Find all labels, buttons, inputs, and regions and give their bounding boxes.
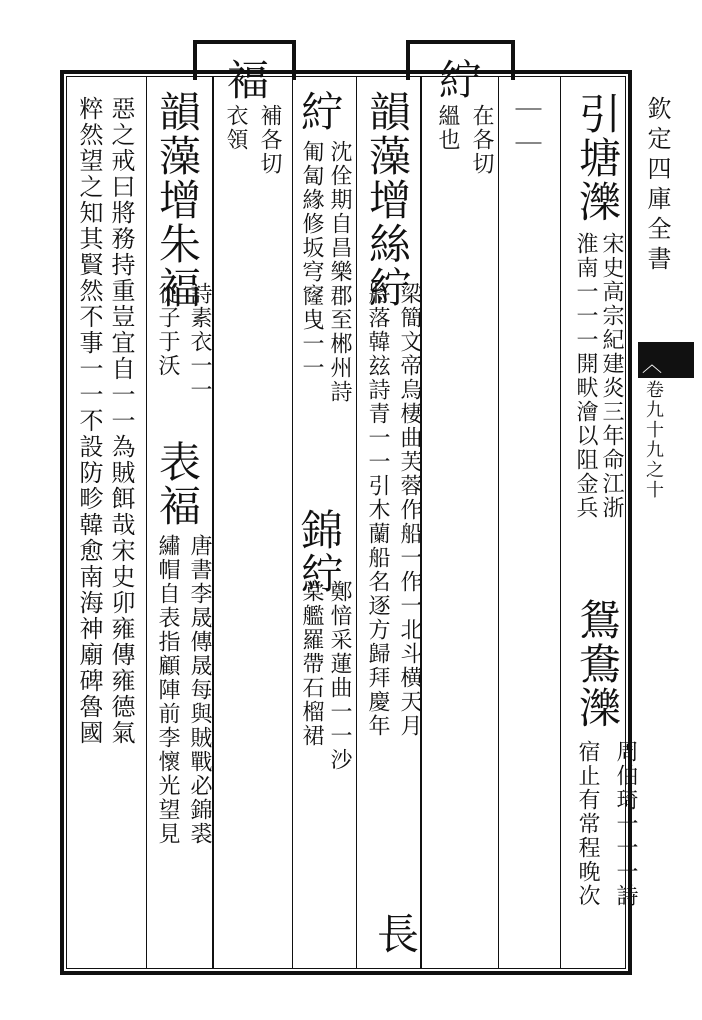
- entry-text: 在各切: [469, 104, 494, 176]
- entry-text: 淮南一一一開畎澮以阻金兵: [573, 232, 598, 520]
- column-rule: [498, 76, 499, 969]
- ditto-marks: ｜｜: [511, 96, 541, 164]
- entry-head: 引塘濼: [573, 92, 622, 224]
- volume-label: 卷九十九之十: [643, 380, 664, 500]
- entry-text: 粹然望之知其賢然不事一一不設防畛韓愈南海神廟碑魯國: [75, 96, 103, 746]
- entry-head: 韻藻增絲紵: [363, 90, 412, 310]
- entry-head: 褔: [221, 58, 270, 102]
- entry-text: 唐書李晟傳晟每與賊戰必錦裘: [187, 534, 212, 846]
- entry-head: 紵: [295, 90, 344, 134]
- chevron-icon: ︿: [642, 352, 662, 376]
- entry-text: 從子于沃: [155, 282, 180, 378]
- entry-head: 長: [371, 912, 420, 956]
- column-rule: [212, 76, 214, 969]
- entry-text: 鄭愔采蓮曲一一沙: [327, 580, 352, 772]
- column-rule: [146, 76, 147, 969]
- entry-text: 梁簡文帝烏棲曲芙蓉作船一作一北斗横天月: [397, 282, 422, 738]
- entry-text: 惡之戒曰將務持重豈宜自一一為賊餌哉宋史卯雍傳雍德氣: [107, 96, 135, 746]
- entry-text: 將落韓玆詩青一一引木蘭船名逐方歸拜慶年: [365, 282, 390, 738]
- entry-text: 補各切: [257, 104, 282, 176]
- entry-text: 宿止有常程晚次: [575, 740, 600, 908]
- entry-head: 錦紵: [295, 508, 344, 596]
- entry-head: 韻藻增朱褔: [153, 90, 202, 310]
- entry-text: 周伯琦一一一詩: [613, 740, 638, 908]
- entry-column: [574, 92, 620, 224]
- entry-text: 衣領: [223, 104, 248, 152]
- entry-text: 詩素衣一一: [187, 282, 212, 402]
- book-title: 欽定四庫全書: [643, 96, 671, 276]
- entry-text: 棠艦羅帶石榴裙: [299, 580, 324, 748]
- entry-head: 表褔: [153, 440, 202, 528]
- entry-text: 沈佺期自昌樂郡至郴州詩: [327, 140, 352, 404]
- entry-text: 繡帽自表指顧陣前李懷光望見: [155, 534, 180, 846]
- column-rule: [356, 76, 357, 969]
- column-rule: [560, 76, 561, 969]
- column-rule: [292, 76, 293, 969]
- entry-text: 縕也: [435, 104, 460, 152]
- entry-head: 紵: [433, 58, 482, 102]
- entry-head: 鴛鴦濼: [573, 598, 622, 730]
- entry-text: 宋史高宗紀建炎三年命江浙: [599, 232, 624, 520]
- entry-text: 匍匐緣修坂穹窿曳一一: [299, 140, 324, 380]
